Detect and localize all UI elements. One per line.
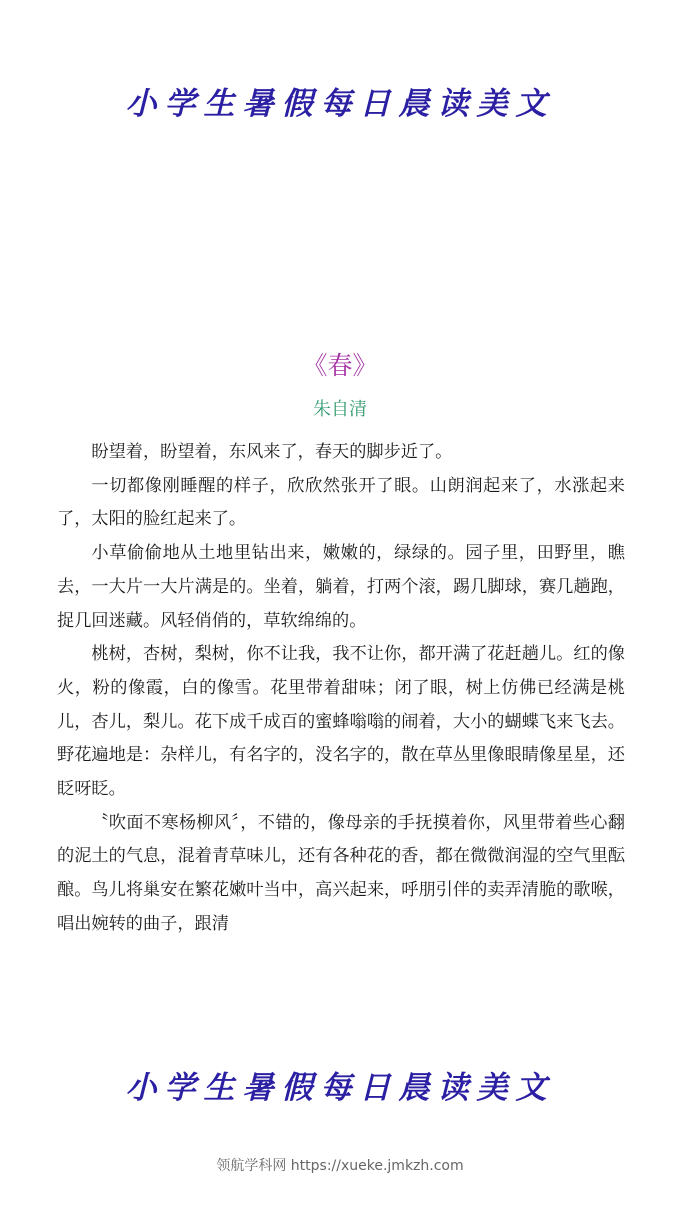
paragraph-5: 〝吹面不寒杨柳风〞，不错的，像母亲的手抚摸着你，风里带着些心翻的泥土的气息，混着青草味儿，还有各种花的香，都在微微润湿的空气里酝酿。鸟儿将巢安在繁花嫩叶当中，高兴起来，呼朋引伴的卖弄清脆的歌喉，唱出婉转的曲子，跟清 (57, 812, 625, 934)
article-author: 朱自清 (313, 399, 367, 420)
footer-source: 领航学科网 https://xueke.jmkzh.com (216, 1158, 464, 1174)
paragraph-1: 盼望着，盼望着，东风来了，春天的脚步近了。 (91, 442, 453, 462)
header-banner: 小学生暑假每日晨读美文 (125, 86, 555, 122)
paragraph-2: 一切都像刚睡醒的样子，欣欣然张开了眼。山朗润起来了，水涨起来了，太阳的脸红起来了。 (57, 475, 625, 530)
article-title: 《春》 (302, 351, 378, 380)
paragraph-3: 小草偷偷地从土地里钻出来，嫩嫩的，绿绿的。园子里，田野里，瞧去，一大片一大片满是的。坐着，躺着，打两个滚，踢几脚球，赛几趟跑，捉几回迷藏。风轻俏俏的，草软绵绵的。 (57, 543, 625, 631)
paragraph-4: 桃树，杏树，梨树，你不让我，我不让你，都开满了花赶趟儿。红的像火，粉的像霞，白的像雪。花里带着甜味；闭了眼，树上仿佛已经满是桃儿，杏儿，梨儿。花下成千成百的蜜蜂嗡嗡的闹着，大小的蝴蝶飞来飞去。野花遍地是：杂样儿，有名字的，没名字的，散在草丛里像眼睛像星星，还眨呀眨。 (57, 644, 625, 800)
footer-banner: 小学生暑假每日晨读美文 (125, 1070, 555, 1106)
article-body (57, 436, 625, 942)
